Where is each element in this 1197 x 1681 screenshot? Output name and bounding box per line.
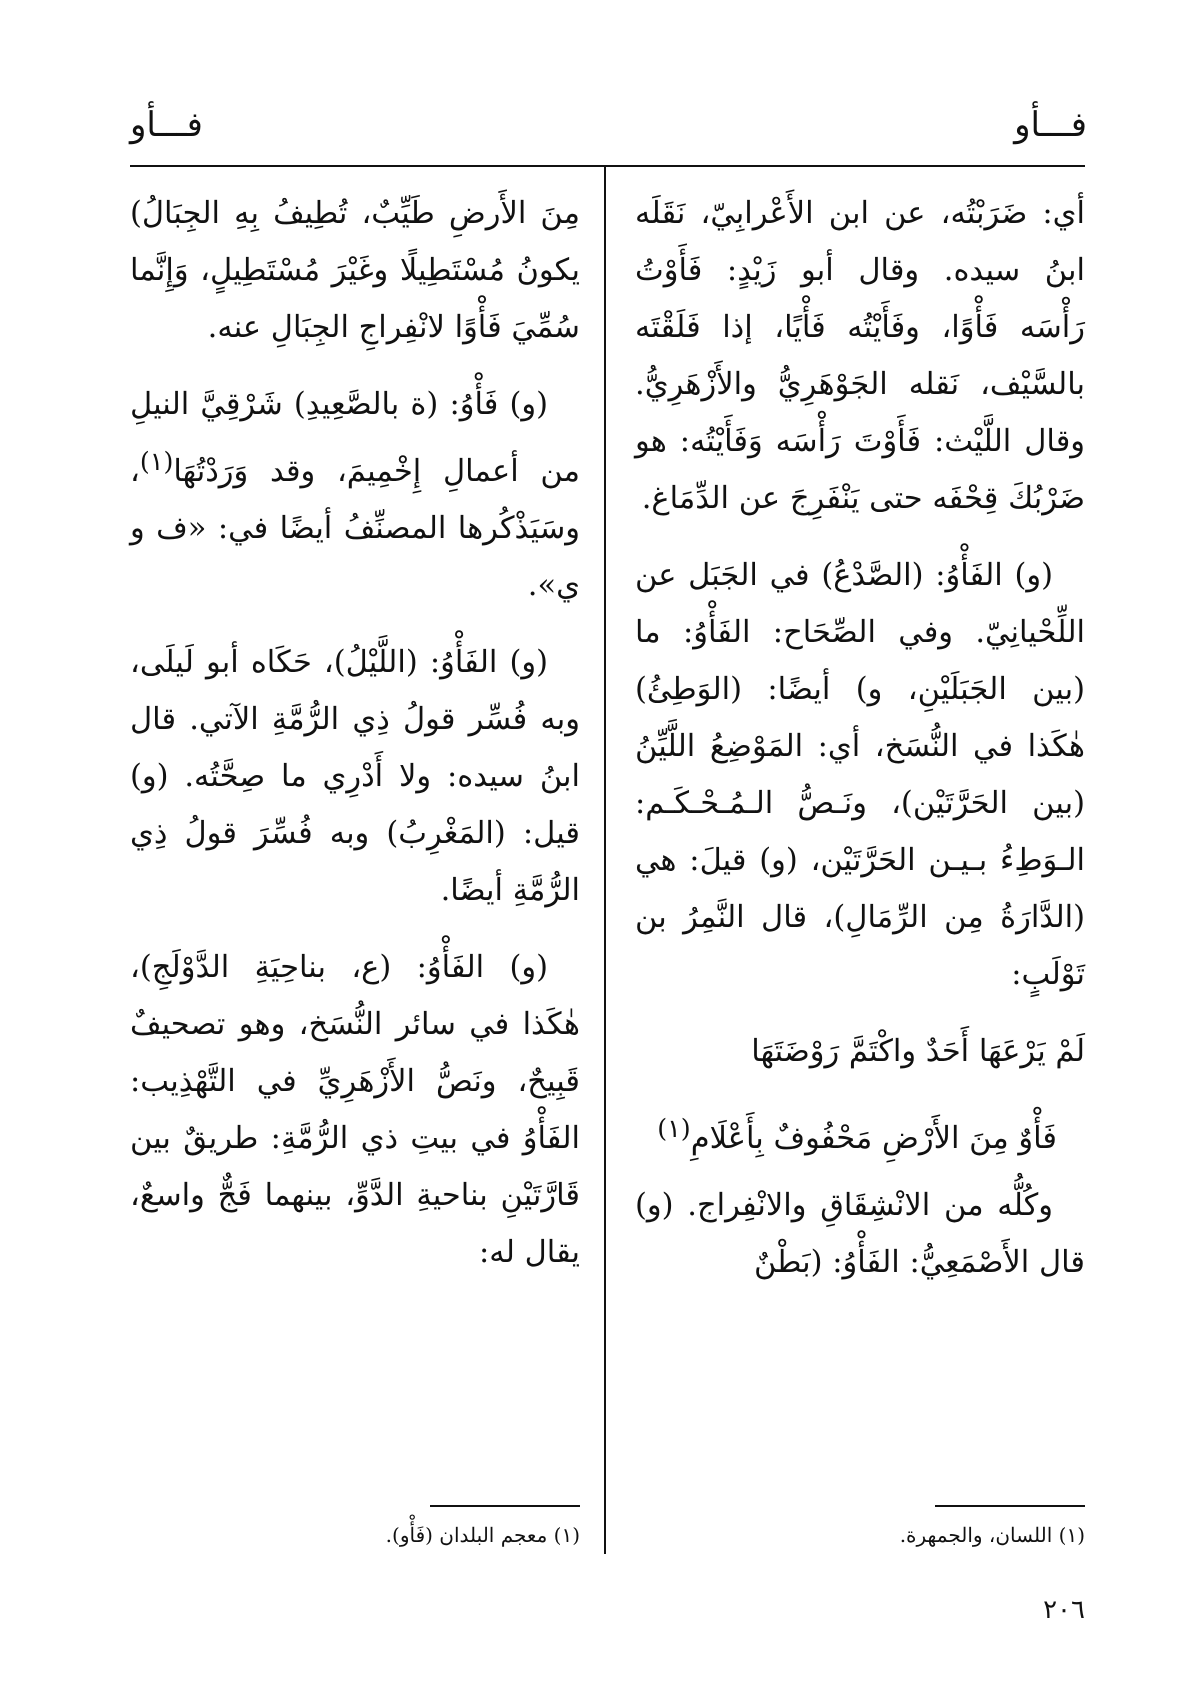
header-rule xyxy=(130,165,1085,167)
verse-line-2 xyxy=(635,1100,1085,1167)
right-footnote: (١) اللسان، والجمهرة. xyxy=(899,1523,1085,1547)
left-paragraph-2-a: (و) فَأْوُ: (ة بالصَّعِيدِ) شَرْقِيَّ النيلِ من أعمالِ إِخْمِيمَ، وقد وَرَدْتُهَا xyxy=(130,387,580,490)
right-column xyxy=(635,185,1085,1311)
left-running-headword: فـــأو xyxy=(130,105,203,145)
left-footnote: (١) معجم البلدان (فَأْو). xyxy=(385,1523,580,1547)
left-paragraph-2 xyxy=(130,376,580,614)
footnote-marker: (١) xyxy=(657,1113,691,1143)
right-paragraph-1: أي: ضَرَبْتُه، عن ابن الأَعْرابِيّ، نَقَلَه ابنُ سيده. وقال أبو زَيْدٍ: فَأَوْتُ رَأْسَه فَأْوًا، وفَأَيْتُه فَأْيًا، إذا فَلَقْتَه بالسَّيْف، نَقله الجَوْهَرِيُّ والأَزْهَرِيُّ. وقال اللَّيْث: فَأَوْتَ رَأْسَه وَفَأَيْتُه: هو ضَرْبُكَ قِحْفَه حتى يَنْفَرِجَ عن الدِّمَاغ. xyxy=(635,196,1085,516)
verse-line-2-text: فَأْوٌ مِنَ الأَرْضِ مَحْفُوفٌ بِأَعْلَامِ xyxy=(690,1121,1057,1157)
right-paragraph-3: وكُلُّه من الانْشِقَاقِ والانْفِراج. (و) قال الأَصْمَعِيُّ: الفَأْوُ: (بَطْنٌ xyxy=(635,1188,1085,1281)
left-paragraph-2-b: ، وسَيَذْكُرها المصنِّفُ أيضًا في: «ف و ي». xyxy=(130,454,580,604)
left-paragraph-1: مِنَ الأَرضِ طَيِّبٌ، تُطِيفُ بِهِ الجِبَالُ) يكونُ مُسْتَطِيلًا وغَيْرَ مُسْتَطِيلٍ، وَإِنَّما سُمِّيَ فَأْوًا لانْفِراجِ الجِبَالِ عنه. xyxy=(130,196,580,345)
running-header xyxy=(0,100,1197,160)
page-number: ٢٠٦ xyxy=(1043,1595,1085,1625)
right-running-headword: فـــأو xyxy=(1014,105,1087,145)
verse-line-1: لَمْ يَرْعَهَا أَحَدٌ واكْتَمَّ رَوْضَتَهَا xyxy=(751,1034,1085,1069)
footnote-marker: (١) xyxy=(139,446,174,476)
right-footnote-rule xyxy=(935,1505,1085,1507)
left-footnote-rule xyxy=(430,1505,580,1507)
left-column xyxy=(130,185,580,1301)
column-divider xyxy=(604,167,606,1554)
left-paragraph-3: (و) الفَأْوُ: (اللَّيْلُ)، حَكَاه أبو لَيلَى، وبه فُسِّر قولُ ذِي الرُّمَّةِ الآتي. قال ابنُ سيده: ولا أَدْرِي ما صِحَّتُه. (و) قيل: (المَغْرِبُ) وبه فُسِّرَ قولُ ذِي الرُّمَّةِ أيضًا. xyxy=(130,645,580,909)
left-paragraph-4: (و) الفَأْوُ: (ع، بناحِيَةِ الدَّوْلَجِ)، هٰكَذا في سائر النُّسَخ، وهو تصحيفٌ قَبِيحٌ، ونَصُّ الأَزْهَرِيِّ في التَّهْذِيب: الفَأْوُ في بيتِ ذي الرُّمَّةِ: طريقٌ بين قَارَّتَيْنِ بناحيةِ الدَّوِّ، بينهما فَجٌّ واسعٌ، يقال له: xyxy=(130,950,580,1271)
right-paragraph-2: (و) الفَأْوُ: (الصَّدْعُ) في الجَبَل عن اللِّحْيانِيّ. وفي الصِّحَاح: الفَأْوُ: ما (بين الجَبَلَيْنِ، و) أيضًا: (الوَطِئُ) هٰكَذا في النُّسَخ، أي: المَوْضِعُ اللَّيِّنُ (بين الحَرَّتَيْن)، ونَـصُّ الـمُـحْـكَـم: الـوَطِءُ بـيـن الحَرَّتَيْن، (و) قيلَ: هي (الدَّارَةُ مِن الرِّمَالِ)، قال النَّمِرُ بن تَوْلَبٍ: xyxy=(635,558,1085,992)
